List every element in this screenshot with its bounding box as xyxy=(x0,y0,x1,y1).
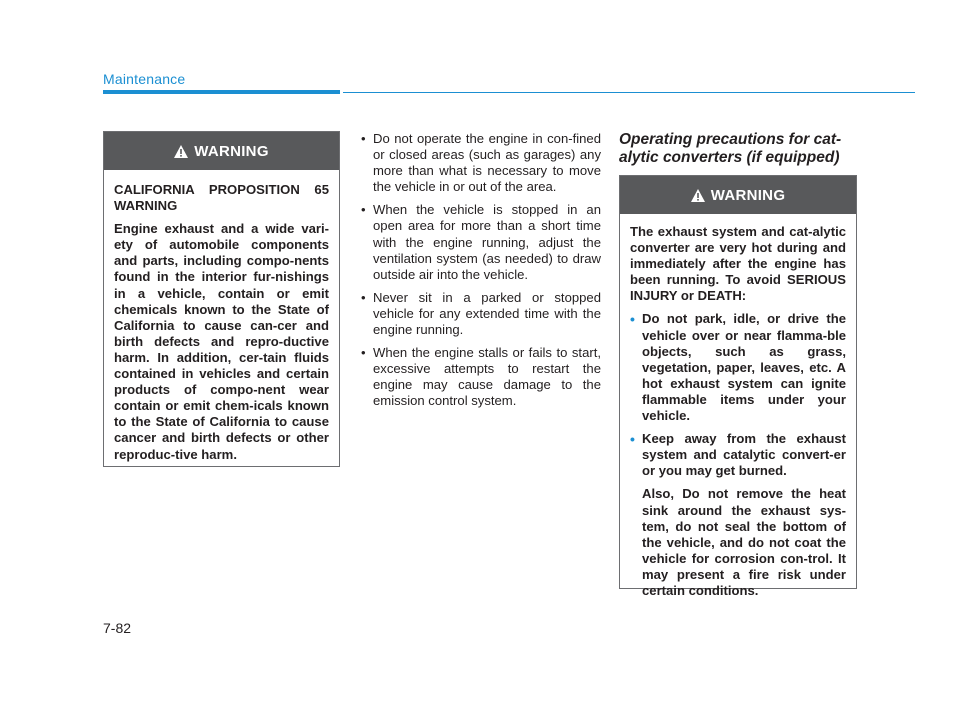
page-number: 7-82 xyxy=(103,620,132,636)
list-item-text: When the vehicle is stopped in an open area for more than a short time with the engine running, adjust the ventilation system (as needed) to draw outside air into the vehicle. xyxy=(373,202,601,282)
list-item: • Never sit in a parked or stopped vehicle for any extended time with the engine running. xyxy=(361,289,601,338)
precautions-list xyxy=(361,131,601,417)
list-item: • When the engine stalls or fails to start, excessive attempts to restart the engine may cause damage to the emission control system. xyxy=(361,345,601,409)
warning-continuation: Also, Do not remove the heat sink around the exhaust sys-tem, do not seal the bottom of the vehicle, and do not coat the vehicle for corrosion con-trol. It may present a fire risk under certain conditions. xyxy=(642,486,846,598)
list-item: • When the vehicle is stopped in an open area for more than a short time with the engine running, adjust the ventilation system (as needed) to draw outside air into the vehicle. xyxy=(361,202,601,282)
warning-bullet-text: Do not park, idle, or drive the vehicle over or near flamma-ble objects, such as grass, vegetation, paper, leaves, etc. A hot exhaust system can ignite flammable items under your vehicle. xyxy=(642,311,846,424)
warning-intro: The exhaust system and cat-alytic converter are very hot during and immediately after the engine has been running. To avoid SERIOUS INJURY or DEATH: xyxy=(630,224,846,304)
warning-bullet-text: Keep away from the exhaust system and catalytic convert-er or you may get burned. xyxy=(642,431,846,479)
header-rule-thin xyxy=(343,92,915,93)
section-title: Maintenance xyxy=(103,71,186,87)
warning-text: Engine exhaust and a wide vari-ety of automobile components and parts, including compo-nents found in the interior fur-nishings in a vehicle, contain or emit chemicals known to the State of California to cause can-cer and birth defects and repro-ductive harm. In addition, cer-tain fluids contained in vehicles and certain products of compo-nent wear contain or emit chem-icals known to the State of California to cause cancer and birth defects or other reproduc-tive harm. xyxy=(114,221,329,462)
list-item: • Do not operate the engine in con-fined or closed areas (such as garages) any more than what is necessary to move the vehicle in or out of the area. xyxy=(361,131,601,195)
warning-header xyxy=(104,132,339,170)
section-heading: Operating precautions for cat-alytic converters (if equipped) xyxy=(619,131,842,166)
warning-bullet xyxy=(630,311,846,424)
warning-header xyxy=(620,176,856,214)
list-item-text: Never sit in a parked or stopped vehicle for any extended time with the engine running. xyxy=(373,289,601,338)
header-rule-thick xyxy=(103,90,340,94)
bullet-dot-icon: • xyxy=(630,311,635,328)
warning-label: WARNING xyxy=(194,142,269,160)
warning-triangle-icon xyxy=(174,145,188,158)
list-item-text: Do not operate the engine in con-fined or closed areas (such as garages) any more than what is necessary to move the vehicle in or out of the area. xyxy=(373,131,601,195)
warning-bullet xyxy=(630,431,846,479)
bullet-dot-icon: • xyxy=(630,431,635,448)
prop65-warning-box xyxy=(103,131,340,467)
warning-title: CALIFORNIA PROPOSITION 65 WARNING xyxy=(114,182,329,214)
list-item-text: When the engine stalls or fails to start, excessive attempts to restart the engine may cause damage to the emission control system. xyxy=(373,345,601,409)
warning-triangle-icon xyxy=(691,189,705,202)
warning-label: WARNING xyxy=(710,186,786,204)
catalytic-warning-box xyxy=(619,175,857,598)
